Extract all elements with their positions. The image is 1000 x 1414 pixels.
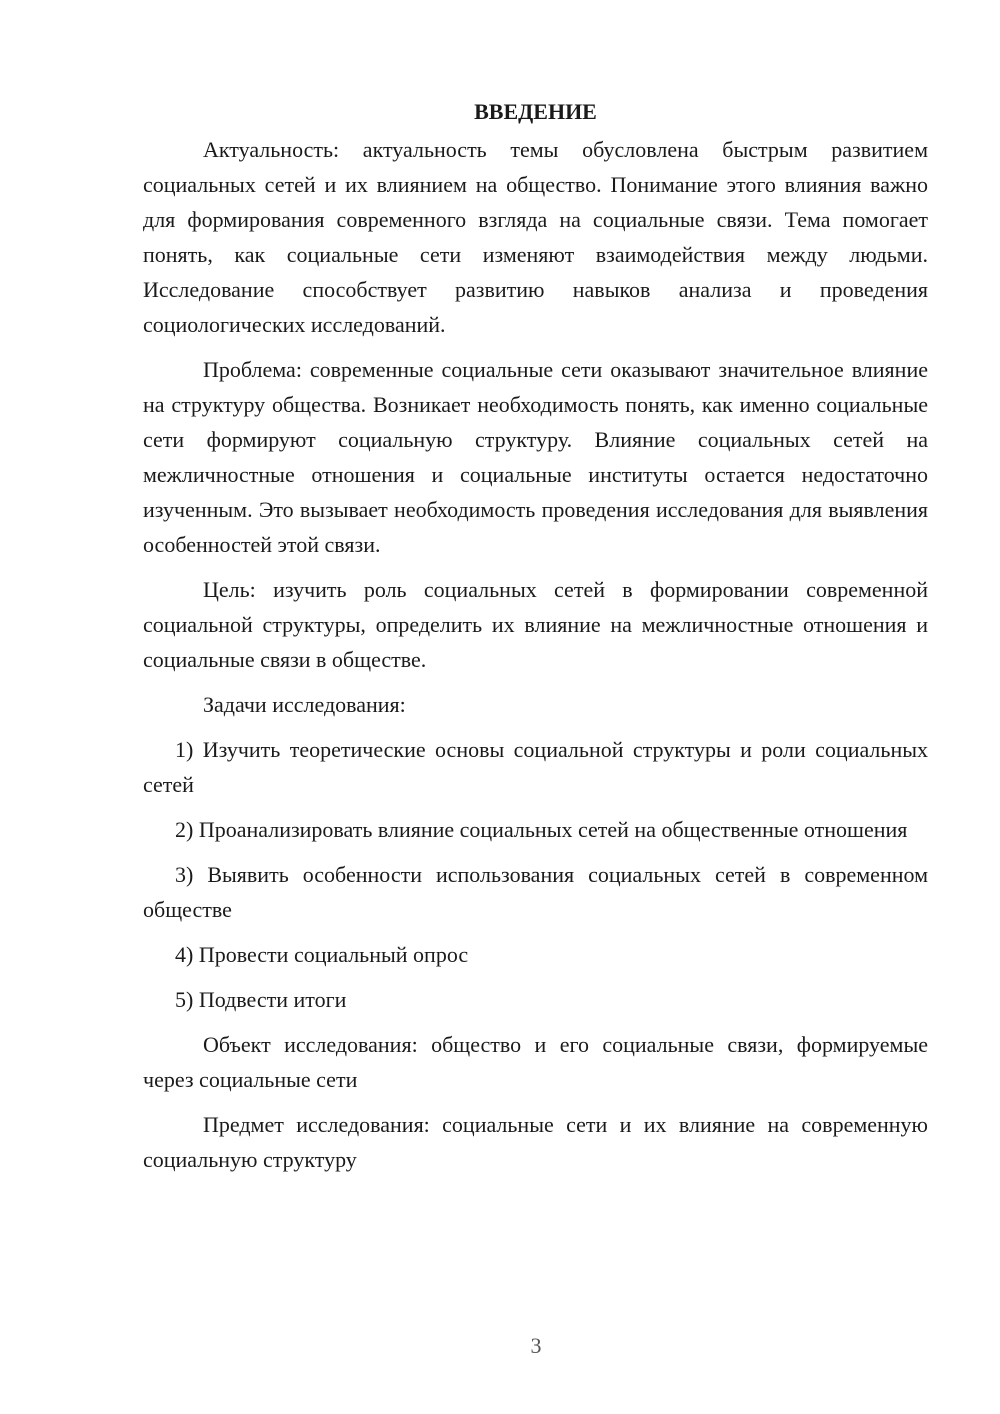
tasks-list [143, 732, 928, 1017]
tasks-heading: Задачи исследования: [203, 692, 406, 717]
page-content [143, 94, 928, 1187]
goal-paragraph: Цель: изучить роль социальных сетей в формировании современной социальной структуры, определить их влияние на межличностные отношения и социальные связи в обществе. [143, 577, 928, 672]
object-paragraph: Объект исследования: общество и его социальные связи, формируемые через социальные сети [143, 1032, 928, 1092]
list-item: 1) Изучить теоретические основы социальной структуры и роли социальных сетей [143, 737, 928, 797]
problem-paragraph: Проблема: современные социальные сети оказывают значительное влияние на структуру общества. Возникает необходимость понять, как именно социальные сети формируют социальную структуру. Влияние социальных сетей на межличностные отношения и социальные институты остается недостаточно изученным. Это вызывает необходимость проведения исследования для выявления особенностей этой связи. [143, 357, 928, 557]
list-item: 3) Выявить особенности использования социальных сетей в современном обществе [143, 862, 928, 922]
page-title: ВВЕДЕНИЕ [474, 99, 597, 124]
relevance-paragraph: Актуальность: актуальность темы обусловлена быстрым развитием социальных сетей и их влиянием на общество. Понимание этого влияния важно для формирования современного взгляда на социальные связи. Тема помогает понять, как социальные сети изменяют взаимодействия между людьми. Исследование способствует развитию навыков анализа и проведения социологических исследований. [143, 137, 928, 337]
list-item: 2) Проанализировать влияние социальных сетей на общественные отношения [175, 817, 908, 842]
subject-paragraph: Предмет исследования: социальные сети и их влияние на современную социальную структуру [143, 1112, 928, 1172]
list-item: 5) Подвести итоги [175, 987, 347, 1012]
page-number: 3 [530, 1333, 542, 1358]
list-item: 4) Провести социальный опрос [175, 942, 469, 967]
